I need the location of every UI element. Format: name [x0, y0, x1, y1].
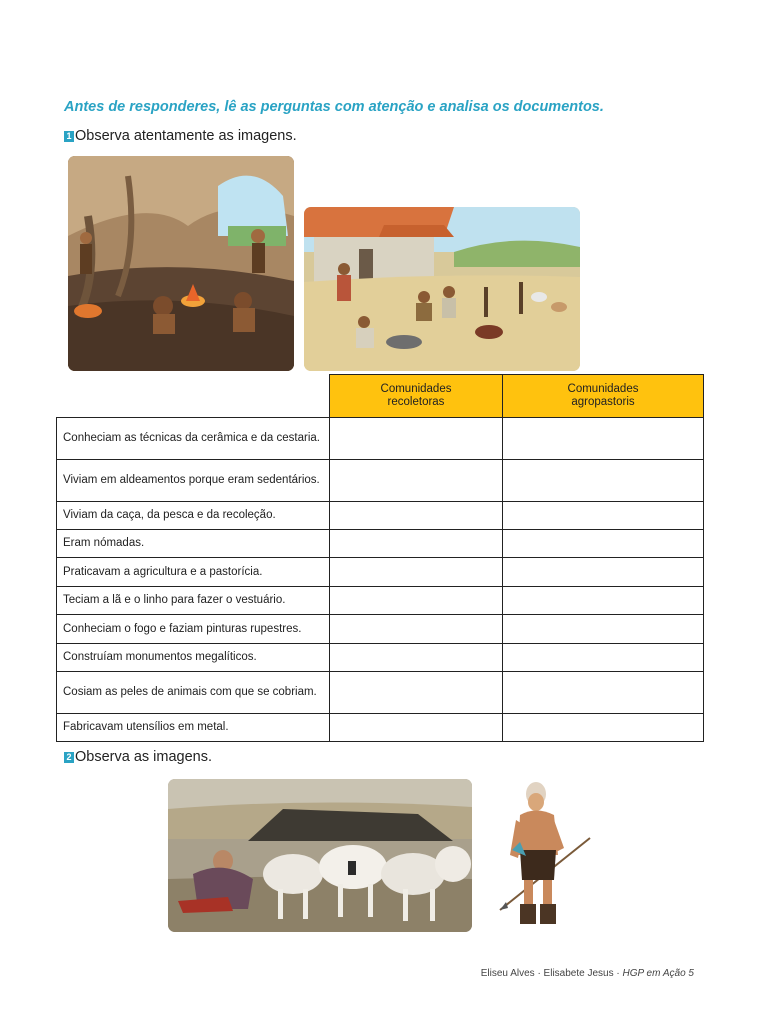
- question-2-number: 2: [64, 752, 74, 763]
- answer-cell-agropastoris[interactable]: [503, 587, 704, 615]
- nomad-goats-photo: [168, 779, 472, 932]
- page-footer: [481, 968, 694, 979]
- header-recoletoras: Comunidades recoletoras: [330, 375, 503, 418]
- cave-scene-image: [68, 156, 294, 371]
- table-row: [57, 502, 704, 530]
- village-scene-image: [304, 207, 580, 371]
- table-corner: [57, 375, 330, 418]
- answer-cell-recoletoras[interactable]: [330, 502, 503, 530]
- answer-cell-agropastoris[interactable]: [503, 714, 704, 742]
- table-header-row: [57, 375, 704, 418]
- question-2-text: Observa as imagens.: [75, 749, 213, 765]
- row-label: Fabricavam utensílios em metal.: [57, 714, 330, 742]
- answer-cell-recoletoras[interactable]: [330, 714, 503, 742]
- answer-cell-agropastoris[interactable]: [503, 418, 704, 460]
- table-row: [57, 418, 704, 460]
- answer-cell-recoletoras[interactable]: [330, 644, 503, 672]
- question-1-heading: [64, 128, 297, 144]
- question-1-number: 1: [64, 131, 74, 142]
- row-label: Teciam a lã e o linho para fazer o vestuário.: [57, 587, 330, 615]
- table-row: [57, 460, 704, 502]
- row-label: Praticavam a agricultura e a pastorícia.: [57, 558, 330, 587]
- table-row: [57, 714, 704, 742]
- answer-cell-recoletoras[interactable]: [330, 460, 503, 502]
- answer-cell-agropastoris[interactable]: [503, 530, 704, 558]
- table-row: [57, 587, 704, 615]
- footer-book-title: HGP em Ação 5: [622, 968, 694, 979]
- answer-cell-recoletoras[interactable]: [330, 587, 503, 615]
- answer-cell-agropastoris[interactable]: [503, 672, 704, 714]
- row-label: Viviam da caça, da pesca e da recoleção.: [57, 502, 330, 530]
- question-2-heading: [64, 749, 212, 765]
- table-row: [57, 558, 704, 587]
- row-label: Eram nómadas.: [57, 530, 330, 558]
- table-row: [57, 672, 704, 714]
- header-agropastoris: Comunidades agropastoris: [503, 375, 704, 418]
- answer-cell-agropastoris[interactable]: [503, 615, 704, 644]
- answer-cell-agropastoris[interactable]: [503, 460, 704, 502]
- table-row: [57, 644, 704, 672]
- answer-cell-agropastoris[interactable]: [503, 644, 704, 672]
- row-label: Construíam monumentos megalíticos.: [57, 644, 330, 672]
- answer-cell-agropastoris[interactable]: [503, 558, 704, 587]
- row-label: Conheciam as técnicas da cerâmica e da cestaria.: [57, 418, 330, 460]
- instruction-text: Antes de responderes, lê as perguntas com atenção e analisa os documentos.: [64, 99, 604, 115]
- answer-cell-recoletoras[interactable]: [330, 672, 503, 714]
- hunter-figure-image: [498, 780, 593, 930]
- table-row: [57, 615, 704, 644]
- footer-authors: Eliseu Alves · Elisabete Jesus ·: [480, 968, 623, 979]
- row-label: Conheciam o fogo e faziam pinturas rupestres.: [57, 615, 330, 644]
- classification-table: [56, 374, 704, 742]
- answer-cell-recoletoras[interactable]: [330, 418, 503, 460]
- answer-cell-agropastoris[interactable]: [503, 502, 704, 530]
- answer-cell-recoletoras[interactable]: [330, 558, 503, 587]
- table-row: [57, 530, 704, 558]
- answer-cell-recoletoras[interactable]: [330, 530, 503, 558]
- answer-cell-recoletoras[interactable]: [330, 615, 503, 644]
- question-1-text: Observa atentamente as imagens.: [75, 128, 297, 144]
- row-label: Viviam em aldeamentos porque eram sedentários.: [57, 460, 330, 502]
- row-label: Cosiam as peles de animais com que se cobriam.: [57, 672, 330, 714]
